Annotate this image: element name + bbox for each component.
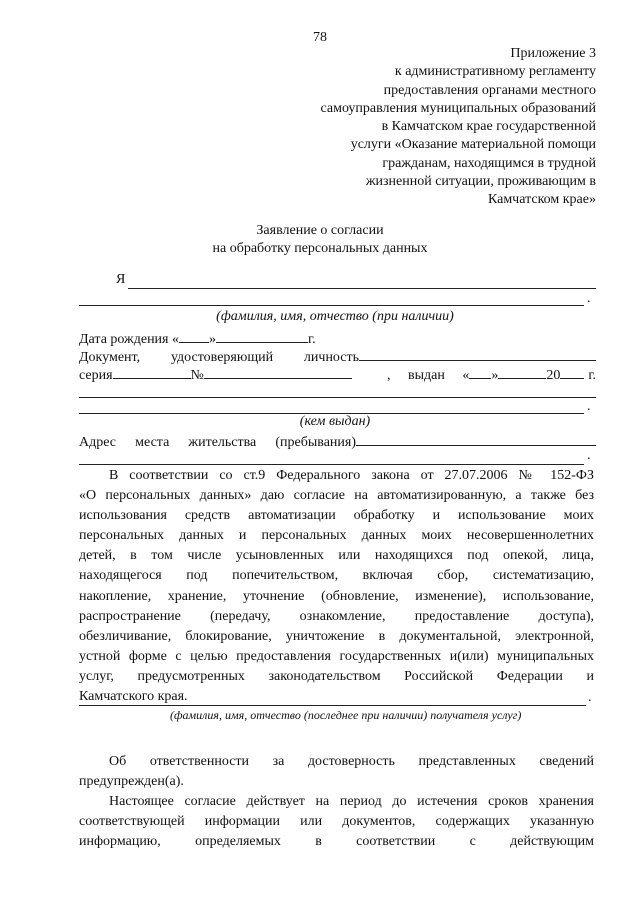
address-row — [79, 431, 596, 451]
birth-year-suffix: г. — [308, 332, 316, 347]
consent-line: услуг, предусмотренных законодательством Российской Федерации и — [79, 668, 594, 684]
fio-line[interactable] — [128, 288, 596, 289]
address-word: Адрес — [79, 435, 117, 450]
birth-date-row — [79, 328, 316, 348]
consent-line: персональных данных и персональных данных моих несовершеннолетних — [79, 528, 594, 544]
issued-label: , выдан « — [386, 368, 470, 383]
issued-quote: » — [491, 368, 499, 383]
issued-by-caption: (кем выдан) — [299, 414, 371, 429]
birth-label: Дата рождения « — [79, 332, 179, 347]
issued-day-field[interactable] — [469, 364, 491, 379]
document-field[interactable] — [359, 346, 596, 361]
series-row — [79, 364, 596, 384]
validity-paragraph — [79, 792, 594, 852]
responsibility-paragraph — [79, 752, 594, 792]
doc-word-with-field — [304, 346, 596, 366]
responsibility-line: Об ответственности за достоверность представленных сведений — [109, 754, 594, 769]
page-number: 78 — [313, 30, 327, 45]
year-suffix: г. — [588, 368, 596, 383]
consent-paragraph — [79, 466, 594, 707]
document-title — [0, 222, 640, 258]
consent-line: В соответствии со ст.9 Федерального закона от 27.07.2006 № 152-ФЗ — [109, 468, 594, 483]
series-label: серия — [79, 368, 113, 383]
address-dot: . — [587, 448, 591, 463]
consent-line: «О персональных данных» даю согласие на автоматизированную, а также без — [79, 488, 594, 504]
annex-line: Приложение 3 — [510, 46, 596, 61]
annex-line: самоуправления муниципальных образований — [320, 100, 596, 116]
issued-by-line-1[interactable] — [79, 397, 596, 398]
address-word: (пребывания) — [275, 435, 356, 450]
doc-word: личность — [303, 350, 359, 365]
annex-line: жизненной ситуации, проживающим в — [365, 174, 596, 190]
signature-line[interactable] — [79, 705, 586, 706]
annex-line: Камчатском крае» — [487, 192, 596, 208]
title-line-2: на обработку персональных данных — [212, 241, 428, 256]
annex-line: к административному регламенту — [394, 64, 596, 80]
consent-line: распространение (передачу, ознакомление, предоставление доступа), — [79, 608, 594, 624]
signature-dot: . — [588, 690, 592, 705]
address-field[interactable] — [356, 431, 596, 446]
validity-line: соответствующей информации или документов, содержащих указанную — [79, 814, 594, 830]
series-field[interactable] — [113, 364, 191, 379]
validity-line: Настоящее согласие действует на период до истечения сроков хранения — [109, 794, 594, 809]
fio-dot: . — [587, 291, 591, 306]
address-word-with-field — [275, 431, 596, 451]
validity-line: информацию, определяемых в соответствии с действующим — [79, 834, 594, 850]
address-word: жительства — [188, 435, 257, 450]
doc-word: Документ, — [79, 350, 141, 365]
consent-line: детей, в том числе усыновленных или находящихся под опекой, лица, — [79, 548, 594, 564]
address-word: места — [135, 435, 170, 450]
consent-line: накопление, хранение, уточнение (обновление, изменение), использование, — [79, 588, 594, 604]
year-prefix: 20 — [546, 368, 561, 383]
document-row — [79, 346, 596, 366]
consent-line: находящегося под попечительством, включая сбор, систематизацию, — [79, 568, 594, 584]
issued-year-field[interactable] — [560, 364, 584, 379]
birth-quote: » — [209, 332, 216, 347]
birth-month-field[interactable] — [216, 328, 308, 343]
title-line-1: Заявление о согласии — [256, 223, 384, 238]
annex-header — [320, 45, 596, 210]
annex-line: гражданам, находящимся в трудной — [382, 155, 596, 171]
annex-line: предоставления органами местного — [383, 82, 596, 98]
fio-line-2[interactable] — [79, 305, 584, 306]
i-label: Я — [116, 272, 126, 287]
annex-line: в Камчатском крае государственной — [381, 119, 596, 135]
number-field[interactable] — [204, 364, 352, 379]
consent-line: Камчатского края. — [79, 689, 188, 705]
annex-line: услуги «Оказание материальной помощи — [350, 137, 596, 153]
address-line-2[interactable] — [79, 464, 584, 465]
issued-month-field[interactable] — [498, 364, 546, 379]
responsibility-line: предупрежден(а). — [79, 774, 184, 790]
signature-caption: (фамилия, имя, отчество (последнее при наличии) получателя услуг) — [170, 708, 522, 722]
number-label: № — [190, 368, 204, 383]
consent-line: устной форме с целью предоставления государственных и(или) муниципальных — [79, 648, 594, 664]
series-group — [79, 364, 352, 384]
fio-caption: (фамилия, имя, отчество (при наличии) — [216, 309, 454, 324]
consent-line: использования средств автоматизации обработку и использование моих — [79, 508, 594, 524]
birth-day-field[interactable] — [179, 328, 209, 343]
doc-word: удостоверяющий — [170, 350, 274, 365]
issued-group — [387, 364, 596, 384]
consent-line: обезличивание, блокирование, уничтожение в документальной, электронной, — [79, 628, 594, 644]
issued-by-dot: . — [587, 399, 591, 414]
